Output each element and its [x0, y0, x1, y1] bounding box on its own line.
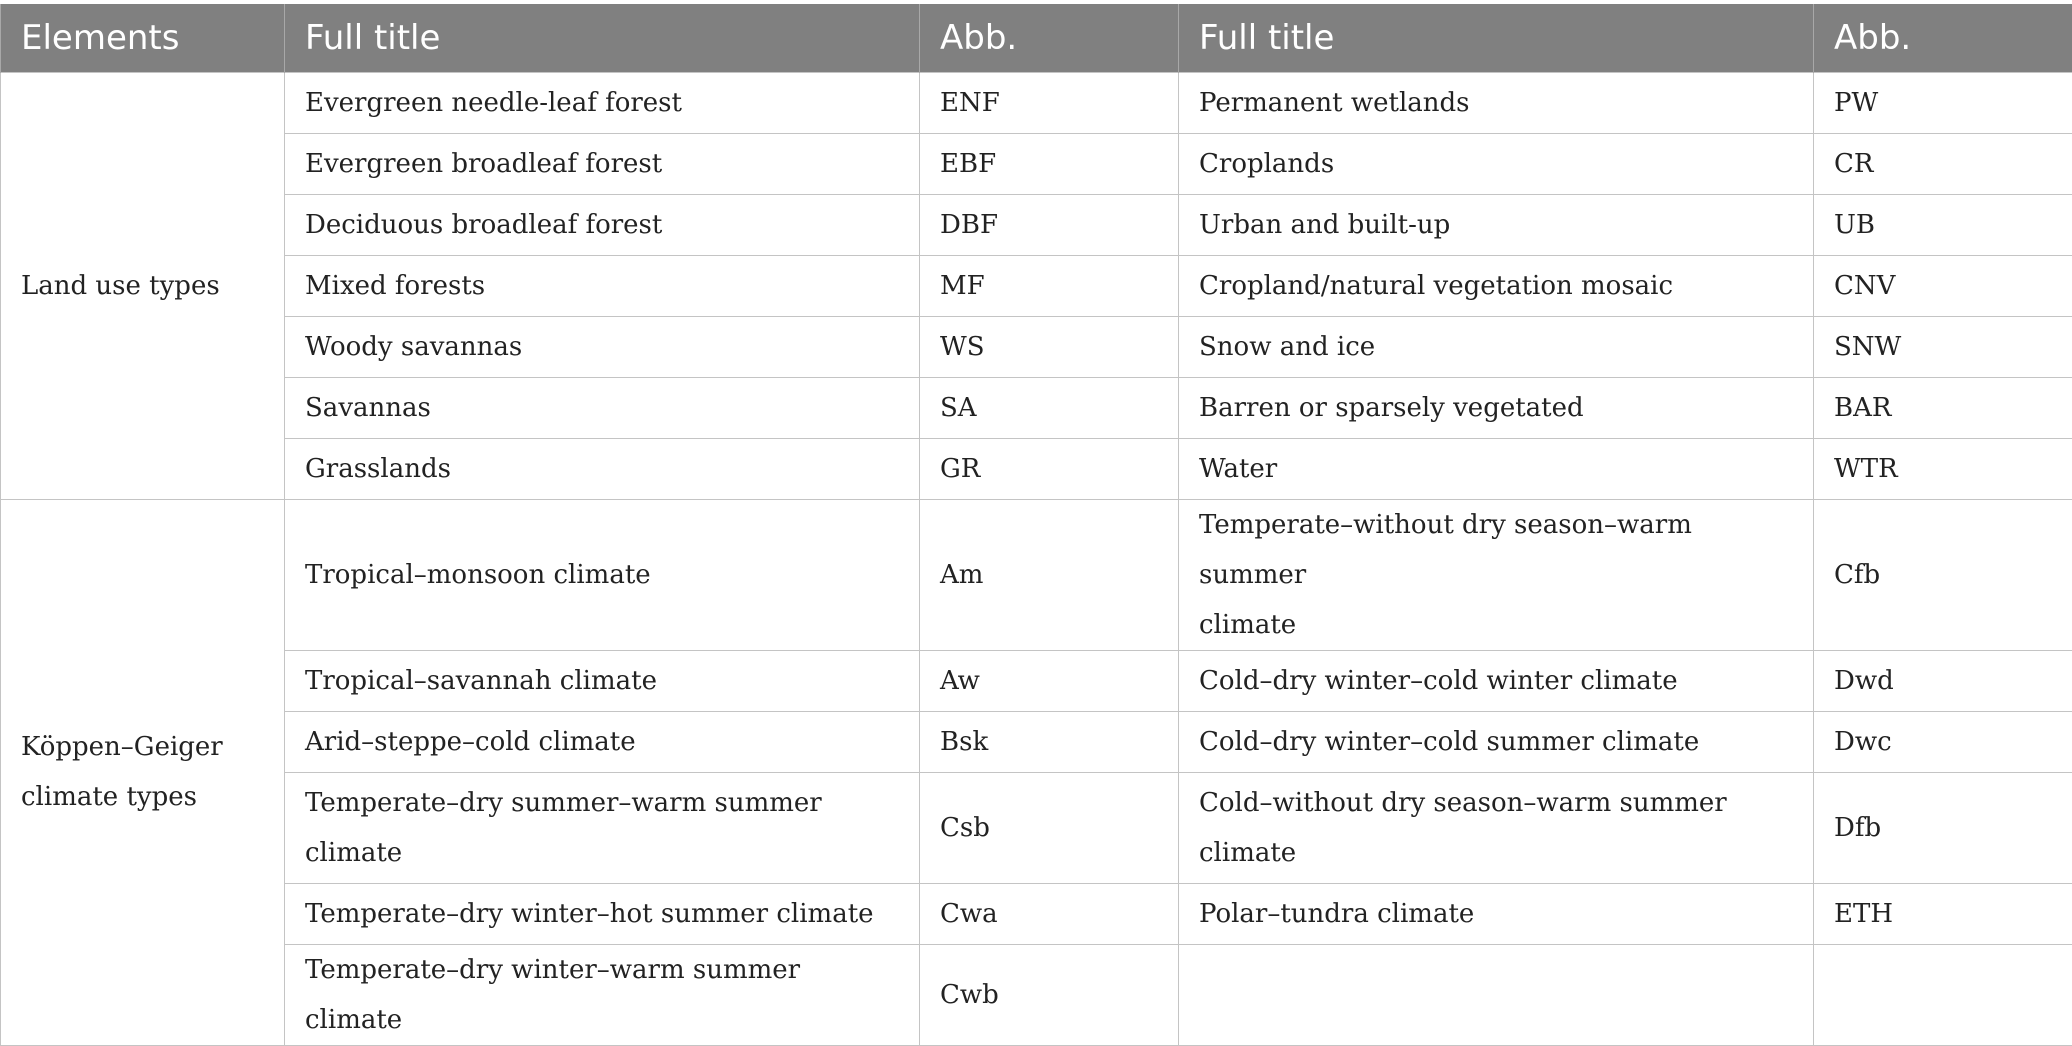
full-title-cell: Temperate–dry winter–warm summer climate: [285, 944, 920, 1045]
header-abb-2: Abb.: [1814, 4, 2072, 72]
table-row: [1, 255, 2072, 316]
group-label-koppen-geiger: [1, 499, 285, 1045]
abb-cell: Cwb: [920, 944, 1179, 1045]
abb-cell: SNW: [1814, 316, 2072, 377]
full-title-line: Temperate–without dry season–warm summer: [1199, 510, 1692, 590]
full-title-cell: Mixed forests: [285, 255, 920, 316]
abb-cell: Csb: [920, 772, 1179, 883]
full-title-cell: Barren or sparsely vegetated: [1179, 377, 1814, 438]
group-label-land-use: Land use types: [1, 72, 285, 499]
header-abb-1: Abb.: [920, 4, 1179, 72]
table-row: [1, 377, 2072, 438]
full-title-cell: Grasslands: [285, 438, 920, 499]
full-title-cell: Polar–tundra climate: [1179, 883, 1814, 944]
abb-cell: MF: [920, 255, 1179, 316]
table-row: [1, 72, 2072, 133]
full-title-cell: Croplands: [1179, 133, 1814, 194]
table-row: [1, 438, 2072, 499]
abb-cell: Aw: [920, 650, 1179, 711]
table-row: [1, 316, 2072, 377]
abb-cell: Am: [920, 499, 1179, 650]
abb-cell: UB: [1814, 194, 2072, 255]
table-wrapper: [0, 4, 2072, 1046]
header-elements: Elements: [1, 4, 285, 72]
table-row: [1, 772, 2072, 883]
group-label-line: Köppen–Geiger: [21, 732, 223, 762]
abb-cell: BAR: [1814, 377, 2072, 438]
full-title-cell: Temperate–dry winter–hot summer climate: [285, 883, 920, 944]
table-row: [1, 650, 2072, 711]
table-row: [1, 194, 2072, 255]
abb-cell: ETH: [1814, 883, 2072, 944]
full-title-line: climate: [1199, 610, 1296, 640]
abb-cell: EBF: [920, 133, 1179, 194]
full-title-cell: Tropical–savannah climate: [285, 650, 920, 711]
abb-cell: WTR: [1814, 438, 2072, 499]
full-title-cell: [1179, 772, 1814, 883]
abb-cell: SA: [920, 377, 1179, 438]
table-row: [1, 133, 2072, 194]
full-title-cell: Urban and built-up: [1179, 194, 1814, 255]
full-title-cell: Deciduous broadleaf forest: [285, 194, 920, 255]
abb-cell: DBF: [920, 194, 1179, 255]
abb-cell: GR: [920, 438, 1179, 499]
full-title-cell: Evergreen broadleaf forest: [285, 133, 920, 194]
full-title-line: Cold–without dry season–warm summer: [1199, 788, 1727, 818]
abb-cell: ENF: [920, 72, 1179, 133]
full-title-cell: Woody savannas: [285, 316, 920, 377]
abb-cell: Dfb: [1814, 772, 2072, 883]
abb-cell: Dwd: [1814, 650, 2072, 711]
full-title-cell: Water: [1179, 438, 1814, 499]
abb-cell: [1814, 944, 2072, 1045]
abb-cell: Dwc: [1814, 711, 2072, 772]
abb-cell: WS: [920, 316, 1179, 377]
full-title-cell: Cropland/natural vegetation mosaic: [1179, 255, 1814, 316]
table-row: [1, 711, 2072, 772]
abb-cell: Cfb: [1814, 499, 2072, 650]
header-full-title-2: Full title: [1179, 4, 1814, 72]
table-row: [1, 883, 2072, 944]
abb-cell: Cwa: [920, 883, 1179, 944]
full-title-cell: Cold–dry winter–cold winter climate: [1179, 650, 1814, 711]
full-title-cell: Cold–dry winter–cold summer climate: [1179, 711, 1814, 772]
full-title-cell: Permanent wetlands: [1179, 72, 1814, 133]
table-row: [1, 499, 2072, 650]
full-title-cell: Arid–steppe–cold climate: [285, 711, 920, 772]
classification-table: [0, 4, 2072, 1046]
abb-cell: Bsk: [920, 711, 1179, 772]
abb-cell: PW: [1814, 72, 2072, 133]
full-title-cell: [1179, 499, 1814, 650]
full-title-cell: [1179, 944, 1814, 1045]
full-title-cell: Temperate–dry summer–warm summer climate: [285, 772, 920, 883]
full-title-cell: Savannas: [285, 377, 920, 438]
table-row: [1, 944, 2072, 1045]
header-row: [1, 4, 2072, 72]
abb-cell: CNV: [1814, 255, 2072, 316]
header-full-title-1: Full title: [285, 4, 920, 72]
full-title-cell: Evergreen needle-leaf forest: [285, 72, 920, 133]
full-title-cell: Snow and ice: [1179, 316, 1814, 377]
group-label-line: climate types: [21, 782, 197, 812]
full-title-line: climate: [1199, 838, 1296, 868]
abb-cell: CR: [1814, 133, 2072, 194]
full-title-cell: Tropical–monsoon climate: [285, 499, 920, 650]
